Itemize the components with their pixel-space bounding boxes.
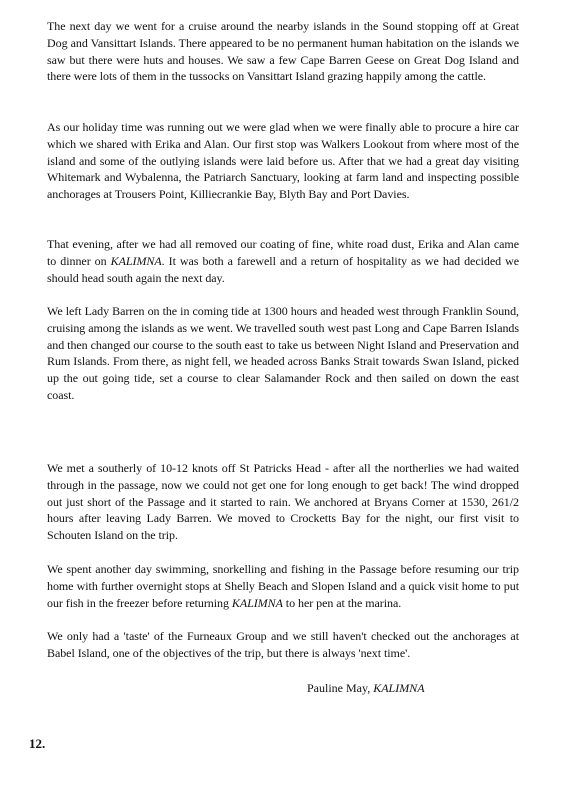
paragraph-swimming [47,561,519,611]
paragraph-text: As our holiday time was running out we were glad when we were finally able to procure a hire car which we shared with Erika and Alan. Our first stop was Walkers Lookout from where most of the island and some of the outlying islands were laid before us. After that we had a great day visiting Whitemark and Wybalenna, the Patriarch Sanctuary, looking at farm land and inspecting possible anchorages at Trousers Point, Killiecrankie Bay, Blyth Bay and Port Davies. [47,120,519,202]
boat-name: KALIMNA [231,595,283,610]
paragraph-cruise-islands [47,18,519,85]
page-number: 12. [29,736,46,751]
paragraph-text: That evening, after we had all removed our coating of fine, white road dust, Erika and Alan came to dinner on [47,237,519,268]
boat-name: KALIMNA [110,253,162,268]
author-signature [307,680,425,697]
paragraph-southerly [47,460,519,544]
paragraph-text: We only had a 'taste' of the Furneaux Group and we still haven't checked out the anchorages at Babel Island, one of the objectives of the trip, but there is always 'next time'. [47,629,519,660]
paragraph-text: to her pen at the marina. [282,595,402,610]
paragraph-text: We left Lady Barren on the in coming tide at 1300 hours and headed west through Franklin Sound, cruising among the islands as we went. We travelled south west past Long and Cape Barren Islands and then changed our course to the south east to take us between Night Island and Preservation and Rum Islands. From there, as night fell, we headed across Banks Strait towards Swan Island, picked up the out going tide, set a course to clear Salamander Rock and then sailed on down the east coast. [47,304,519,402]
paragraph-furneaux [47,628,519,662]
paragraph-lady-barren [47,303,519,404]
paragraph-text: We met a southerly of 10-12 knots off St Patricks Head - after all the northerlies we had waited through in the passage, now we could not get one for long enough to get back! The wind dropped out just short of the Passage and it started to rain. We anchored at Bryans Corner at 1530, 261/2 hours after leaving Lady Barren. We moved to Crocketts Bay for the night, our first visit to Schouten Island on the trip. [47,461,519,543]
paragraph-dinner [47,236,519,286]
paragraph-text: The next day we went for a cruise around the nearby islands in the Sound stopping off at Great Dog and Vansittart Islands. There appeared to be no permanent human habitation on the islands we saw but there were huts and houses. We saw a few Cape Barren Geese on Great Dog Island and there were lots of them in the tussocks on Vansittart Island grazing happily among the cattle. [47,19,519,84]
author-name: Pauline May, [307,681,374,695]
paragraph-hire-car [47,119,519,203]
paragraph-text: . It was both a farewell and a return of hospitality as we had decided we should head south again the next day. [47,253,519,285]
boat-name: KALIMNA [373,681,425,695]
paragraph-text: We spent another day swimming, snorkelling and fishing in the Passage before resuming our trip home with further overnight stops at Shelly Beach and Slopen Island and a quick visit home to put our fish in the freezer before returning [47,562,519,610]
